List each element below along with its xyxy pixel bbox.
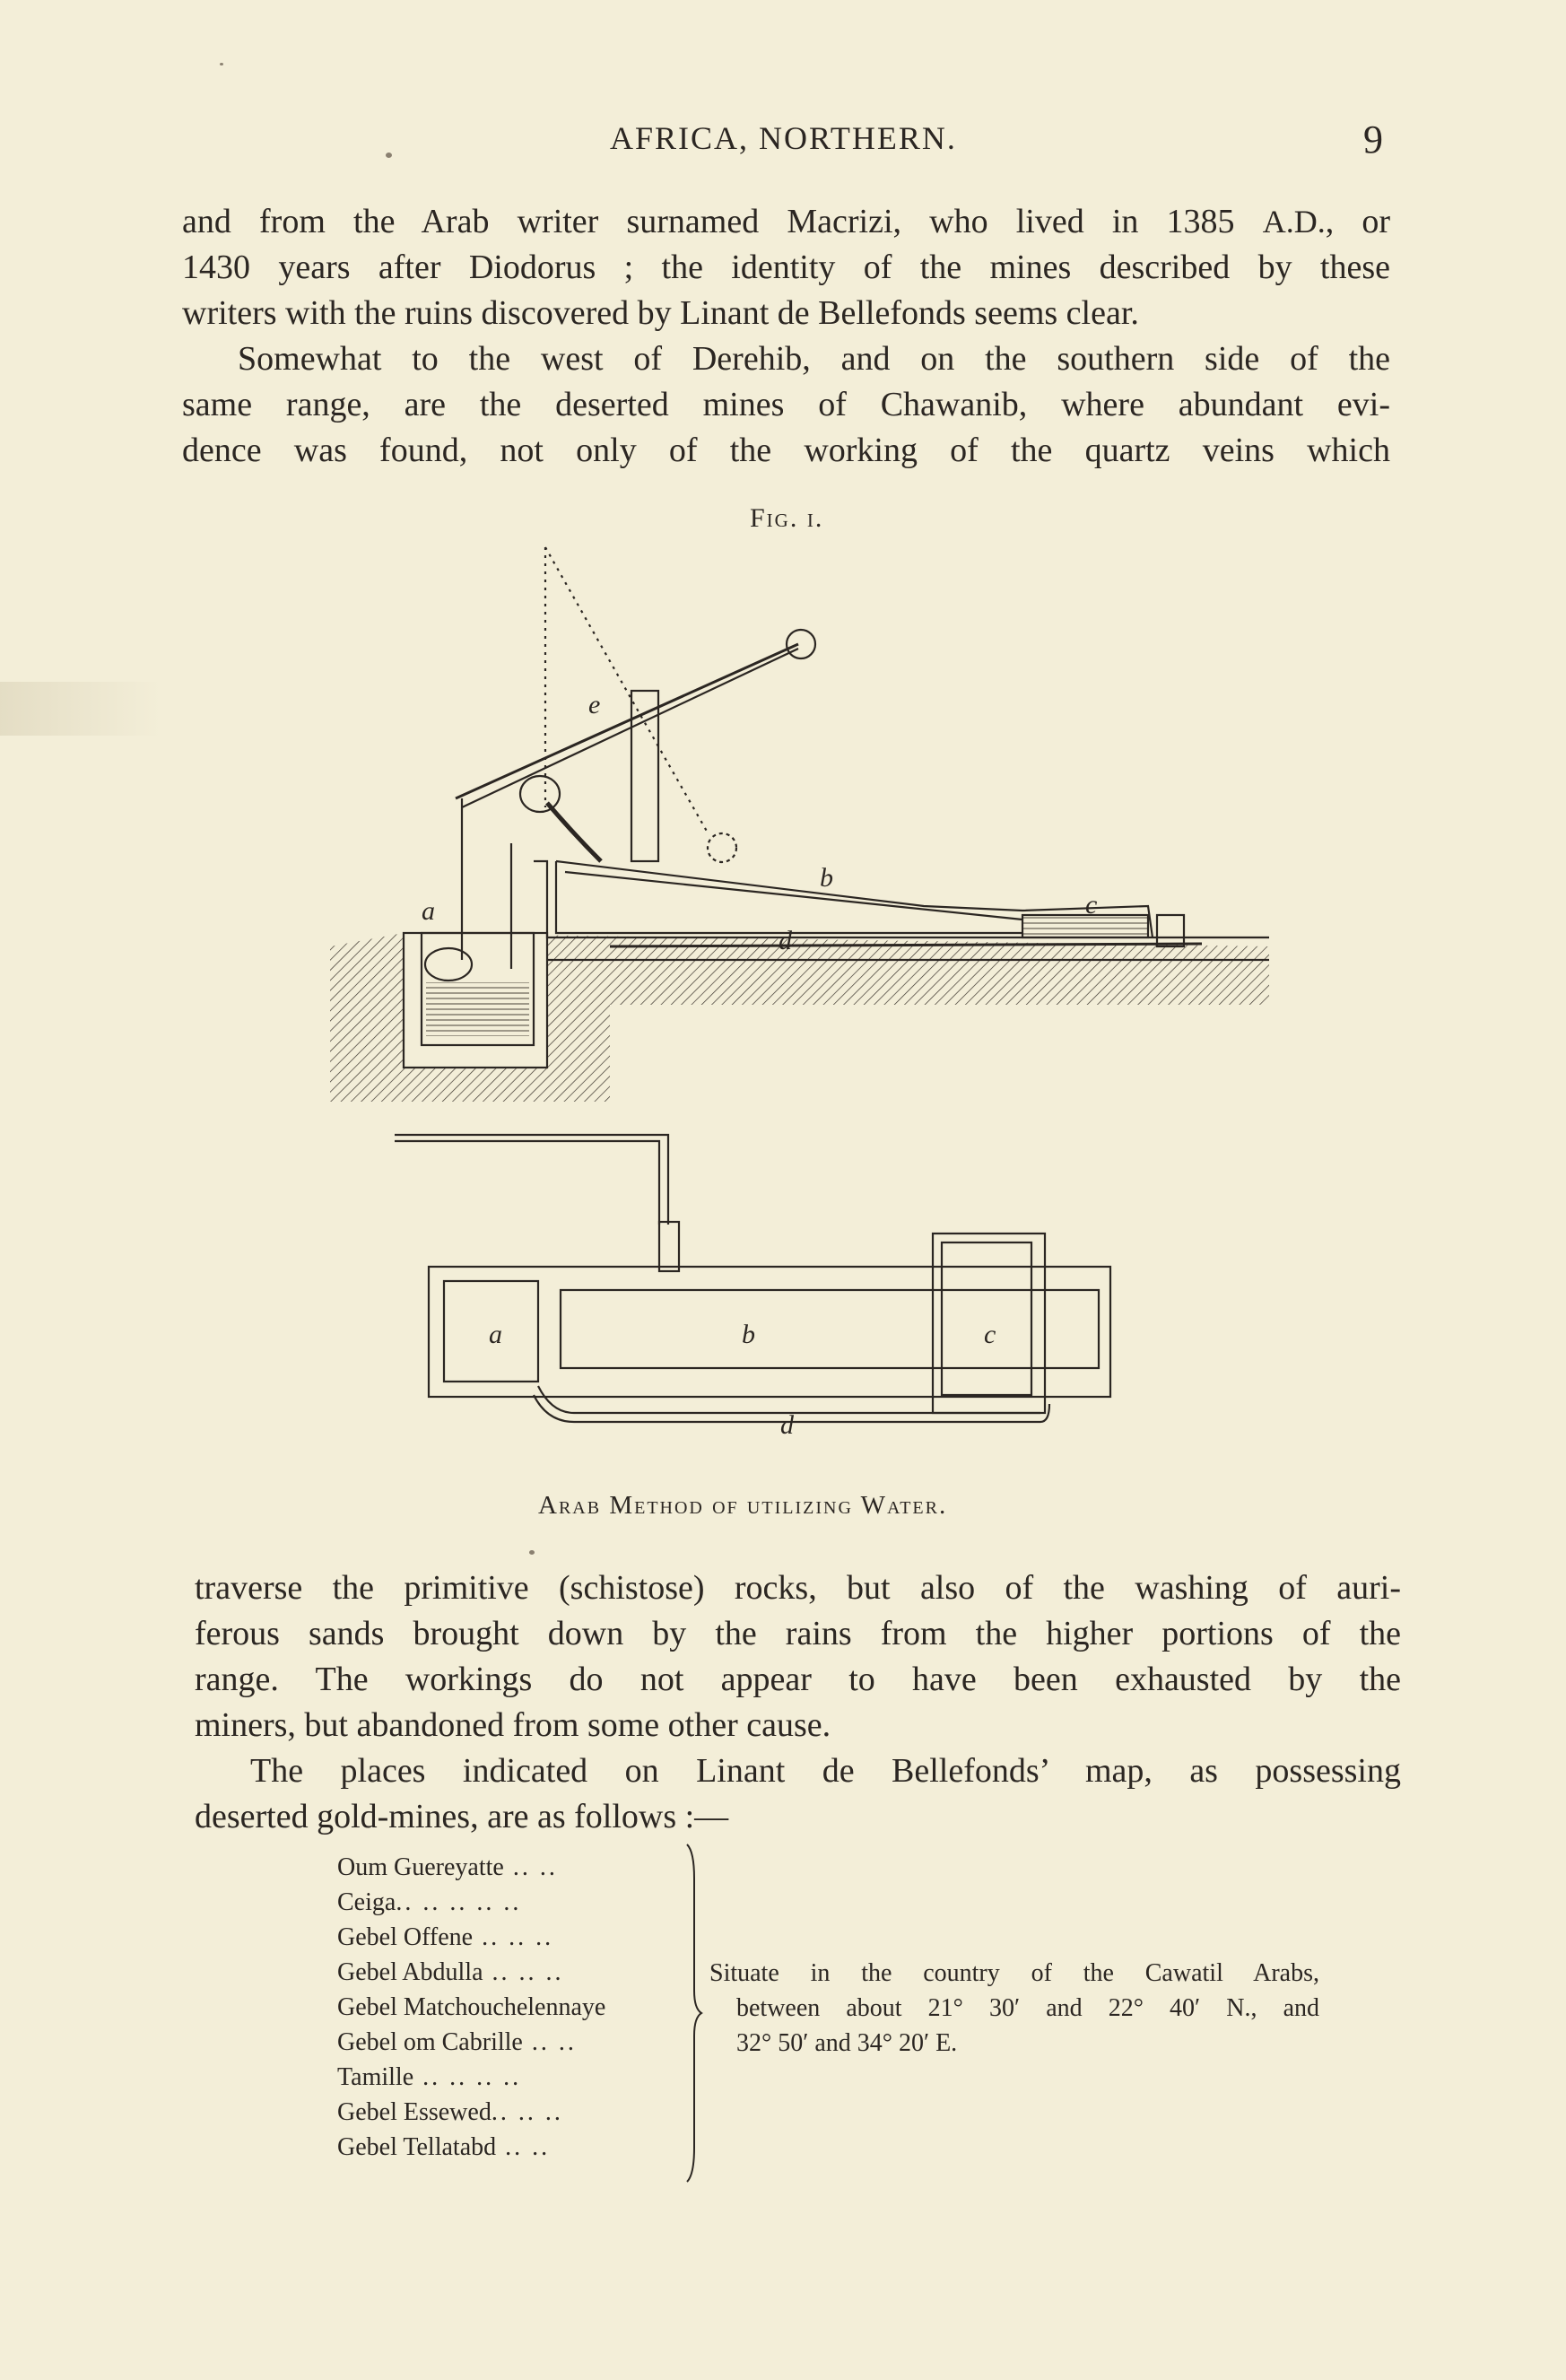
text-line: miners, but abandoned from some other cause. <box>195 1706 831 1744</box>
print-speck <box>386 153 392 158</box>
plan-view <box>395 1135 1110 1422</box>
note-line: between about 21° 30′ and 22° 40′ N., and <box>736 1994 1319 2022</box>
figure-caption: Arab Method of utilizing Water. <box>538 1491 948 1520</box>
mines-list <box>337 1850 696 2165</box>
figure-letter-a: a <box>422 896 435 926</box>
text-line: deserted gold-mines, are as follows :— <box>195 1798 729 1835</box>
paragraph-top <box>182 199 1390 474</box>
plan-letter-c: c <box>984 1320 996 1349</box>
list-item: Gebel Essewed.. .. .. <box>337 2098 563 2126</box>
list-item: Gebel Tellatabd .. .. <box>337 2133 551 2161</box>
text-line: range. The workings do not appear to have been exhausted by the <box>195 1661 1401 1698</box>
text-line: writers with the ruins discovered by Linant de Bellefonds seems clear. <box>182 294 1139 332</box>
well-water <box>426 982 529 1036</box>
text-line: and from the Arab writer surnamed Macrizi, who lived in 1385 A.D., or <box>182 203 1390 240</box>
figure-letter-d: d <box>779 926 792 955</box>
list-item: Tamille .. .. .. .. <box>337 2063 522 2091</box>
list-item: Gebel Offene .. .. .. <box>337 1923 554 1951</box>
print-speck <box>529 1550 535 1555</box>
list-item: Gebel Matchouchelennaye <box>337 1993 606 2021</box>
plan-letter-d: d <box>780 1410 794 1440</box>
text-line: Somewhat to the west of Derehib, and on the southern side of the <box>238 340 1390 378</box>
text-line: dence was found, not only of the working of the quartz veins which <box>182 432 1390 469</box>
running-head: AFRICA, NORTHERN. <box>610 120 957 156</box>
paragraph-bottom <box>195 1565 1401 1840</box>
figure-letter-b: b <box>820 863 833 893</box>
text-line: The places indicated on Linant de Bellefonds’ map, as possessing <box>250 1752 1401 1790</box>
note-line: 32° 50′ and 34° 20′ E. <box>736 2029 958 2057</box>
water-wheel-illustration <box>305 538 1283 1480</box>
curly-brace <box>678 1843 705 2184</box>
text-line: ferous sands brought down by the rains from the higher portions of the <box>195 1615 1401 1652</box>
location-note <box>709 1956 1319 2061</box>
list-item: Gebel om Cabrille .. .. <box>337 2028 577 2056</box>
text-line: 1430 years after Diodorus ; the identity of the mines described by these <box>182 248 1390 286</box>
list-item: Oum Guereyatte .. .. <box>337 1853 558 1881</box>
plan-letter-a: a <box>489 1320 502 1349</box>
figure-letter-c: c <box>1085 890 1098 920</box>
page-edge-shadow <box>0 682 161 736</box>
era-abbrev: A.D. <box>1262 204 1326 240</box>
list-item: Gebel Abdulla .. .. .. <box>337 1958 564 1986</box>
plan-letter-b: b <box>742 1320 755 1349</box>
figure-letter-e: e <box>588 690 601 719</box>
note-line: Situate in the country of the Cawatil Arabs, <box>709 1959 1319 1987</box>
figure-label: Fig. i. <box>750 503 824 533</box>
text-line: traverse the primitive (schistose) rocks, but also of the washing of auri- <box>195 1569 1401 1607</box>
list-item: Ceiga.. .. .. .. .. <box>337 1888 522 1916</box>
print-speck <box>220 63 223 65</box>
counterweight-circle <box>787 630 815 658</box>
page-number: 9 <box>1363 118 1383 161</box>
text-line: same range, are the deserted mines of Chawanib, where abundant evi- <box>182 386 1390 423</box>
